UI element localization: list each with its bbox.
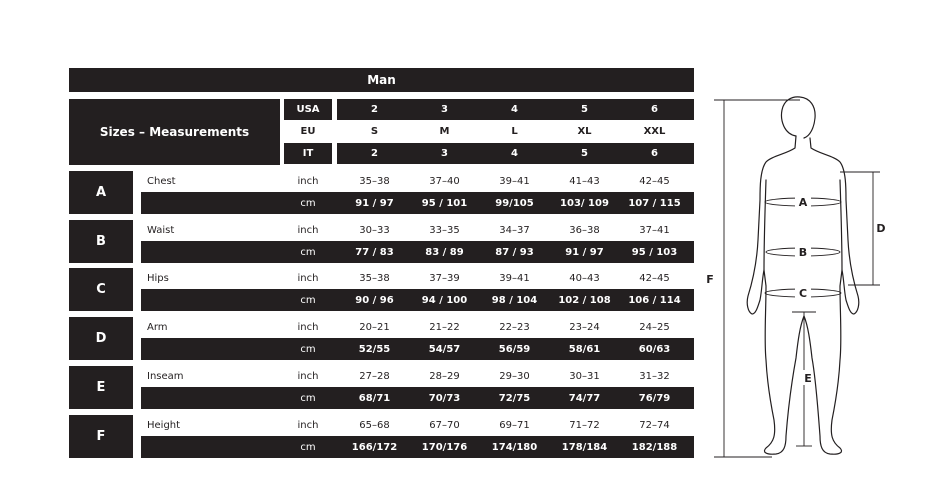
size-value: 6 [651, 104, 658, 115]
inch-value: 23–24 [569, 321, 600, 333]
cm-value: 87 / 93 [495, 246, 534, 258]
body-measurement-figure [700, 90, 900, 475]
measurement-label: Height [147, 419, 181, 431]
inch-value: 37–41 [639, 224, 670, 236]
sizes-measurements-label: Sizes – Measurements [69, 99, 280, 165]
inch-value: 30–33 [359, 224, 390, 236]
measurement-label: Arm [147, 321, 168, 333]
inch-value: 41–43 [569, 175, 600, 187]
cm-value: 56/59 [498, 343, 531, 355]
cm-value: 58/61 [568, 343, 601, 355]
figure-label-a: A [798, 196, 808, 209]
figure-arm-line-right [840, 180, 842, 270]
cm-value: 107 / 115 [628, 197, 681, 209]
figure-arm-line-left [764, 180, 766, 270]
inch-value: 67–70 [429, 419, 460, 431]
size-system-label: IT [284, 143, 332, 164]
unit-inch-label: inch [297, 419, 319, 431]
cm-value: 95 / 103 [631, 246, 678, 258]
cm-value: 91 / 97 [355, 197, 394, 209]
cm-value: 99/105 [495, 197, 534, 209]
inch-value: 37–39 [429, 272, 460, 284]
inch-value: 31–32 [639, 370, 670, 382]
cm-value: 106 / 114 [628, 294, 681, 306]
cm-value: 77 / 83 [355, 246, 394, 258]
cm-value: 95 / 101 [421, 197, 468, 209]
size-system-label: USA [284, 99, 332, 120]
inch-value: 37–40 [429, 175, 460, 187]
cm-value: 174/180 [491, 441, 538, 453]
unit-cm-label: cm [300, 392, 316, 404]
size-value: 2 [371, 104, 378, 115]
figure-label-c: C [798, 287, 808, 300]
size-value: XL [547, 121, 622, 142]
size-value: 4 [511, 104, 518, 115]
cm-value: 60/63 [638, 343, 671, 355]
measurement-label: Waist [147, 224, 175, 236]
cm-value: 178/184 [561, 441, 608, 453]
measurement-label: Hips [147, 272, 169, 284]
size-value: 2 [371, 148, 378, 159]
cm-value: 91 / 97 [565, 246, 604, 258]
cm-value: 94 / 100 [421, 294, 468, 306]
inch-value: 69–71 [499, 419, 530, 431]
inch-value: 35–38 [359, 175, 390, 187]
size-value: 6 [651, 148, 658, 159]
cm-value: 76/79 [638, 392, 671, 404]
inch-value: 35–38 [359, 272, 390, 284]
cm-value: 98 / 104 [491, 294, 538, 306]
cm-value: 103/ 109 [560, 197, 609, 209]
inch-value: 65–68 [359, 419, 390, 431]
cm-value: 102 / 108 [558, 294, 611, 306]
size-value: 3 [441, 148, 448, 159]
size-value: 5 [581, 104, 588, 115]
inch-value: 39–41 [499, 175, 530, 187]
inch-value: 42–45 [639, 175, 670, 187]
figure-label-e: E [804, 372, 812, 385]
inch-value: 24–25 [639, 321, 670, 333]
unit-cm-label: cm [300, 197, 316, 209]
cm-value: 166/172 [351, 441, 398, 453]
measurement-label: Inseam [147, 370, 184, 382]
unit-cm-label: cm [300, 343, 316, 355]
inch-value: 28–29 [429, 370, 460, 382]
inch-value: 40–43 [569, 272, 600, 284]
unit-cm-label: cm [300, 441, 316, 453]
measurement-letter: A [69, 171, 133, 214]
size-value: M [407, 121, 482, 142]
inch-value: 42–45 [639, 272, 670, 284]
inch-value: 33–35 [429, 224, 460, 236]
cm-value: 52/55 [358, 343, 391, 355]
inch-value: 72–74 [639, 419, 670, 431]
figure-label-f: F [706, 273, 714, 286]
inch-value: 27–28 [359, 370, 390, 382]
size-value: S [337, 121, 412, 142]
unit-inch-label: inch [297, 224, 319, 236]
measurement-letter: B [69, 220, 133, 263]
unit-inch-label: inch [297, 321, 319, 333]
unit-cm-label: cm [300, 246, 316, 258]
inch-value: 29–30 [499, 370, 530, 382]
measurement-letter: F [69, 415, 133, 458]
cm-value: 70/73 [428, 392, 461, 404]
cm-value: 90 / 96 [355, 294, 394, 306]
figure-label-d: D [876, 222, 886, 235]
inch-value: 36–38 [569, 224, 600, 236]
inch-value: 34–37 [499, 224, 530, 236]
table-title: Man [69, 68, 694, 92]
unit-cm-label: cm [300, 294, 316, 306]
inch-value: 39–41 [499, 272, 530, 284]
measurement-letter: C [69, 268, 133, 311]
inch-value: 22–23 [499, 321, 530, 333]
inch-value: 30–31 [569, 370, 600, 382]
unit-inch-label: inch [297, 370, 319, 382]
figure-head [782, 97, 816, 138]
size-value: 3 [441, 104, 448, 115]
unit-inch-label: inch [297, 272, 319, 284]
cm-value: 72/75 [498, 392, 531, 404]
size-value: XXL [617, 121, 692, 142]
cm-value: 68/71 [358, 392, 391, 404]
size-value: L [477, 121, 552, 142]
cm-value: 170/176 [421, 441, 468, 453]
inch-value: 20–21 [359, 321, 390, 333]
cm-value: 74/77 [568, 392, 601, 404]
size-value: 4 [511, 148, 518, 159]
size-value: 5 [581, 148, 588, 159]
cm-value: 54/57 [428, 343, 461, 355]
unit-inch-label: inch [297, 175, 319, 187]
measurement-label: Chest [147, 175, 176, 187]
measurement-letter: D [69, 317, 133, 360]
inch-value: 71–72 [569, 419, 600, 431]
cm-value: 83 / 89 [425, 246, 464, 258]
inch-value: 21–22 [429, 321, 460, 333]
figure-label-b: B [798, 246, 808, 259]
cm-value: 182/188 [631, 441, 678, 453]
size-system-label: EU [284, 121, 332, 142]
measurement-letter: E [69, 366, 133, 409]
